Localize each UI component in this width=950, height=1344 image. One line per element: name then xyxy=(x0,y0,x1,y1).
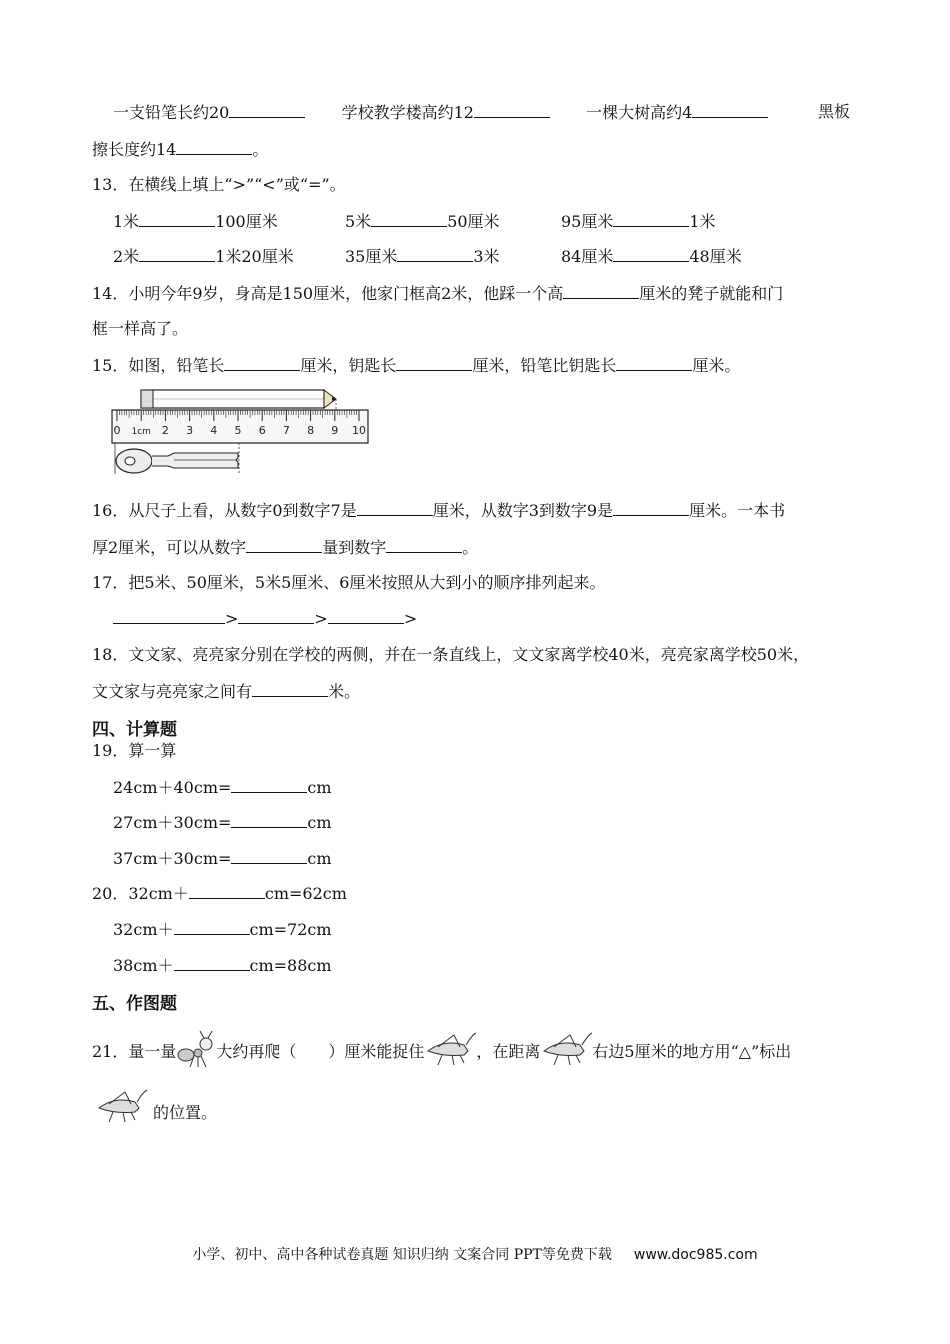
q16-text-a: 16．从尺子上看，从数字0到数字7是 xyxy=(92,501,357,520)
answer-blank[interactable] xyxy=(328,608,404,624)
expression: 38cm＋ xyxy=(113,956,174,975)
answer-blank[interactable] xyxy=(139,211,215,227)
greater-than: > xyxy=(314,609,328,628)
ruler-tick-label: 1cm xyxy=(131,427,151,437)
compare-left: 35厘米 xyxy=(345,247,398,266)
compare-left: 1米 xyxy=(113,212,140,231)
q21-line2: 的位置。 xyxy=(153,1103,218,1122)
q19-row xyxy=(113,812,332,833)
compare-right: 50厘米 xyxy=(447,212,500,231)
q12-text-d2: 擦长度约14 xyxy=(92,140,177,159)
q17-stem: 17．把5米、50厘米，5米5厘米、6厘米按照从大到小的顺序排列起来。 xyxy=(92,573,606,592)
answer-blank[interactable] xyxy=(189,883,265,899)
expression: 27cm＋30cm= xyxy=(113,813,232,832)
unit: cm xyxy=(307,849,332,868)
q14-text-b: 厘米的凳子就能和门 xyxy=(639,284,784,303)
grasshopper-icon xyxy=(90,1088,152,1124)
key-icon xyxy=(115,443,239,474)
ruler-tick-label: 8 xyxy=(307,424,315,437)
ruler-tick-label: 10 xyxy=(352,424,366,437)
answer-blank[interactable] xyxy=(224,355,300,371)
expression: 20．32cm＋ xyxy=(92,884,189,903)
unit: cm xyxy=(307,813,332,832)
expression: 37cm＋30cm= xyxy=(113,849,232,868)
expression-result: cm=62cm xyxy=(264,884,347,903)
q14-text-a: 14．小明今年9岁，身高是150厘米，他家门框高2米，他踩一个高 xyxy=(92,284,564,303)
q14-line2: 框一样高了。 xyxy=(92,319,189,338)
compare-right: 1米 xyxy=(689,212,716,231)
q13-stem: 13．在横线上填上“>”“<”或“=”。 xyxy=(92,175,346,194)
answer-blank[interactable] xyxy=(113,608,225,624)
q21-text-b: 大约再爬（ ）厘米能捉住 xyxy=(216,1042,425,1061)
q19-row xyxy=(113,777,332,798)
answer-blank[interactable] xyxy=(371,211,447,227)
expression-result: cm=72cm xyxy=(249,920,332,939)
q16-text-e: 量到数字 xyxy=(322,538,387,557)
answer-blank[interactable] xyxy=(231,777,307,793)
ruler-tick-label: 2 xyxy=(161,424,169,437)
q13-row1 xyxy=(113,211,716,232)
q12-text-b: 学校教学楼高约12 xyxy=(341,103,474,122)
answer-blank[interactable] xyxy=(229,102,305,118)
grasshopper-icon xyxy=(540,1031,592,1067)
q19-row xyxy=(113,848,332,869)
footer xyxy=(0,1244,950,1264)
q14-line1 xyxy=(92,283,783,304)
q15-line xyxy=(92,355,740,376)
ruler-figure xyxy=(108,382,370,476)
answer-blank[interactable] xyxy=(692,102,768,118)
footer-text: 小学、初中、高中各种试卷真题 知识归纳 文案合同 PPT等免费下载 xyxy=(192,1247,612,1263)
q18-text-b: 文文家与亮亮家之间有 xyxy=(92,682,253,701)
q16-text-b: 厘米，从数字3到数字9是 xyxy=(432,501,614,520)
section-title-calculation: 四、计算题 xyxy=(92,720,177,740)
pencil-icon xyxy=(141,390,336,412)
ruler-tick-label: 6 xyxy=(258,424,266,437)
answer-blank[interactable] xyxy=(174,955,250,971)
answer-blank[interactable] xyxy=(616,355,692,371)
greater-than: > xyxy=(225,609,239,628)
q16-line2 xyxy=(92,537,478,558)
ruler-tick-label: 5 xyxy=(234,424,242,437)
punct: 。 xyxy=(252,140,269,159)
answer-blank[interactable] xyxy=(174,919,250,935)
expression: 32cm＋ xyxy=(113,920,174,939)
compare-right: 100厘米 xyxy=(215,212,278,231)
compare-right: 3米 xyxy=(473,247,500,266)
compare-left: 84厘米 xyxy=(561,247,614,266)
q21-text-a: 21．量一量 xyxy=(92,1042,177,1061)
q15-text-b: 厘米，钥匙长 xyxy=(300,356,397,375)
q18-text-c: 米。 xyxy=(328,682,361,701)
q15-text-a: 15．如图，铅笔长 xyxy=(92,356,225,375)
compare-left: 2米 xyxy=(113,247,140,266)
answer-blank[interactable] xyxy=(474,102,550,118)
answer-blank[interactable] xyxy=(613,246,689,262)
q12-text-c: 一棵大树高约4 xyxy=(586,103,693,122)
q20-row xyxy=(92,883,347,904)
q15-text-c: 厘米，铅笔比钥匙长 xyxy=(472,356,617,375)
q16-text-c: 厘米。一本书 xyxy=(689,501,786,520)
compare-left: 95厘米 xyxy=(561,212,614,231)
ruler-tick-label: 7 xyxy=(282,424,290,437)
answer-blank[interactable] xyxy=(231,812,307,828)
q20-row xyxy=(113,919,332,940)
punct: 。 xyxy=(462,538,479,557)
q21-text-c: ，在距离 xyxy=(476,1042,541,1061)
ruler-tick-label: 0 xyxy=(113,424,121,437)
q17-order xyxy=(113,608,417,629)
q16-line1 xyxy=(92,500,785,521)
compare-left: 5米 xyxy=(345,212,372,231)
q12-text-d1: 黑板 xyxy=(818,102,851,121)
answer-blank[interactable] xyxy=(613,211,689,227)
unit: cm xyxy=(307,778,332,797)
q12-text-a: 一支铅笔长约20 xyxy=(113,103,230,122)
ruler-tick-label: 9 xyxy=(331,424,339,437)
answer-blank[interactable] xyxy=(238,608,314,624)
q20-row xyxy=(113,955,332,976)
q18-line1: 18．文文家、亮亮家分别在学校的两侧，并在一条直线上，文文家离学校40米，亮亮家离学校50米， xyxy=(92,645,810,664)
q12-line2 xyxy=(92,139,268,160)
answer-blank[interactable] xyxy=(357,500,433,516)
grasshopper-icon xyxy=(424,1031,476,1067)
q15-text-d: 厘米。 xyxy=(692,356,741,375)
section-title-drawing: 五、作图题 xyxy=(92,994,177,1014)
q21-line1 xyxy=(92,1029,791,1069)
answer-blank[interactable] xyxy=(396,355,472,371)
answer-blank[interactable] xyxy=(563,283,639,299)
compare-right: 1米20厘米 xyxy=(215,247,294,266)
q19-stem: 19．算一算 xyxy=(92,741,177,760)
expression-result: cm=88cm xyxy=(249,956,332,975)
q12-line1 xyxy=(113,102,768,123)
answer-blank[interactable] xyxy=(386,537,462,553)
answer-blank[interactable] xyxy=(252,681,328,697)
answer-blank[interactable] xyxy=(231,848,307,864)
answer-blank[interactable] xyxy=(139,246,215,262)
answer-blank[interactable] xyxy=(613,500,689,516)
ruler-tick-label: 4 xyxy=(210,424,218,437)
q18-line2 xyxy=(92,681,360,702)
answer-blank[interactable] xyxy=(176,139,252,155)
q21-text-d: 右边5厘米的地方用“△”标出 xyxy=(592,1042,792,1061)
greater-than: > xyxy=(403,609,418,628)
ruler-tick-label: 3 xyxy=(186,424,194,437)
answer-blank[interactable] xyxy=(246,537,322,553)
footer-link[interactable]: www.doc985.com xyxy=(633,1247,758,1263)
expression: 24cm＋40cm= xyxy=(113,778,232,797)
q13-row2 xyxy=(113,246,742,267)
ant-icon xyxy=(176,1029,216,1069)
answer-blank[interactable] xyxy=(397,246,473,262)
compare-right: 48厘米 xyxy=(689,247,742,266)
q16-text-d: 厚2厘米，可以从数字 xyxy=(92,538,247,557)
